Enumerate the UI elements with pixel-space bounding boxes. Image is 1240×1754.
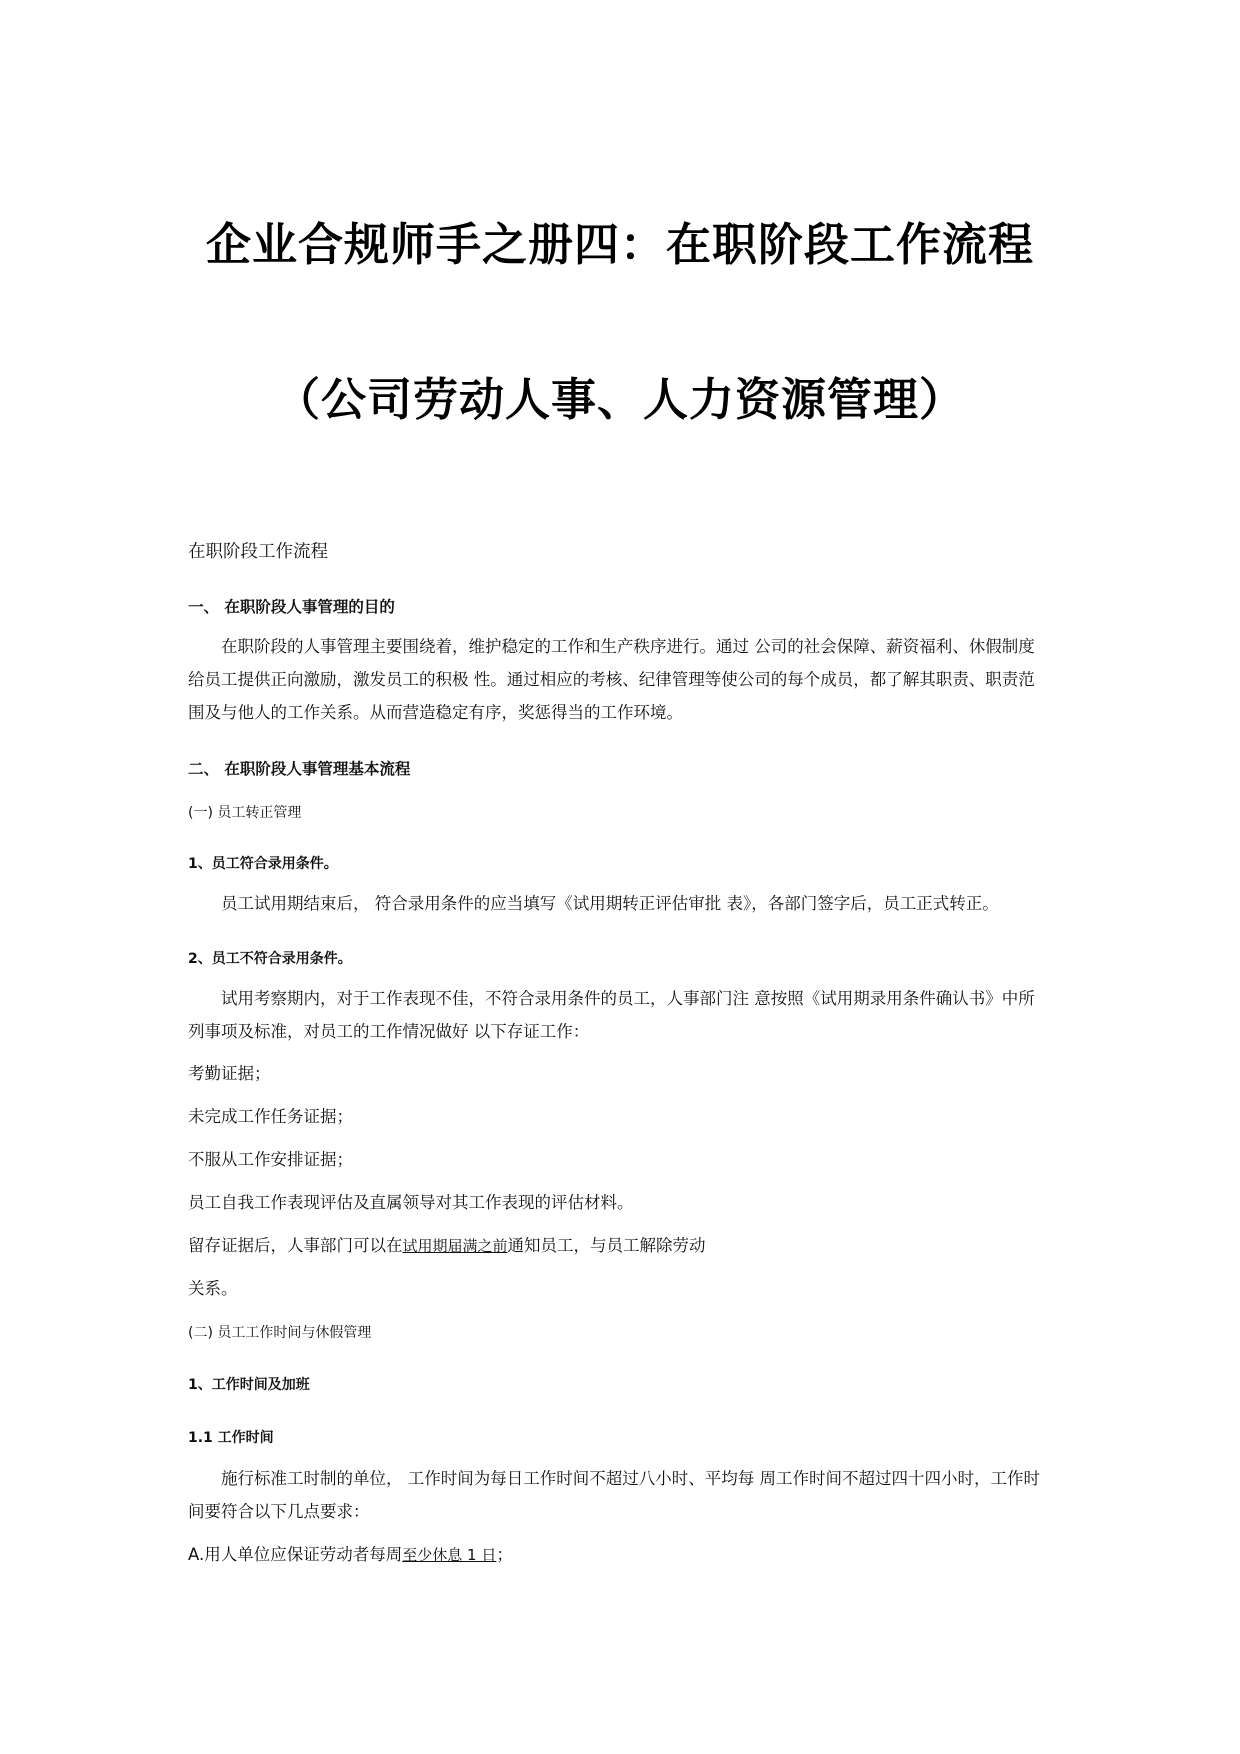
paragraph-1-line-1: 在职阶段的人事管理主要围绕着，维护稳定的工作和生产秩序进行。通过 公司的社会保障、薪资福利、休假制度 <box>188 637 1035 656</box>
paragraph-4-text-b: 通知员工，与员工解除劳动 <box>507 1236 706 1255</box>
section-heading-2: 二、 在职阶段人事管理基本流程 <box>188 760 411 778</box>
paragraph-3-line-1: 试用考察期内，对于工作表现不佳，不符合录用条件的员工，人事部门注 意按照《试用期录用条件确认书》中所 <box>188 989 1035 1008</box>
requirement-a-end: ； <box>496 1545 513 1564</box>
paragraph-4-line-2: 关系。 <box>188 1279 238 1298</box>
paragraph-4-underlined: 试用期届满之前 <box>402 1237 508 1255</box>
paragraph-3-line-2: 列事项及标准，对员工的工作情况做好 以下存证工作： <box>188 1022 590 1041</box>
requirement-a-text: A.用人单位应保证劳动者每周 <box>188 1545 403 1564</box>
document-title-line-2: （公司劳动人事、人力资源管理） <box>274 373 965 426</box>
paragraph-5-line-2: 间要符合以下几点要求： <box>188 1502 370 1521</box>
section-lead: 在职阶段工作流程 <box>188 542 328 562</box>
item-heading-1: 1、员工符合录用条件。 <box>188 856 338 872</box>
subsection-2: (二) 员工工作时间与休假管理 <box>188 1325 372 1341</box>
paragraph-5-line-1: 施行标准工时制的单位， 工作时间为每日工作时间不超过八小时、平均每 周工作时间不超过四十四小时，工作时 <box>188 1469 1040 1488</box>
paragraph-4-text-a: 留存证据后，人事部门可以在 <box>188 1236 403 1255</box>
evidence-item-2: 未完成工作任务证据； <box>188 1107 353 1126</box>
requirement-item-a <box>188 1544 1048 1566</box>
evidence-item-3: 不服从工作安排证据； <box>188 1150 353 1169</box>
subsection-1: (一) 员工转正管理 <box>188 805 302 821</box>
section-heading-1: 一、 在职阶段人事管理的目的 <box>188 598 395 616</box>
paragraph-1-line-3: 围及与他人的工作关系。从而营造稳定有序，奖惩得当的工作环境。 <box>188 703 683 722</box>
evidence-item-1: 考勤证据； <box>188 1064 271 1083</box>
item-heading-3: 1、工作时间及加班 <box>188 1377 310 1393</box>
document-title-line-1: 企业合规师手之册四：在职阶段工作流程 <box>205 218 1034 271</box>
paragraph-2: 员工试用期结束后， 符合录用条件的应当填写《试用期转正评估审批 表》，各部门签字后，员工正式转正。 <box>188 894 999 913</box>
paragraph-4-line-1 <box>188 1235 1048 1257</box>
requirement-a-underlined: 至少休息 1 日 <box>402 1546 497 1564</box>
item-heading-4: 1.1 工作时间 <box>188 1430 274 1446</box>
evidence-item-4: 员工自我工作表现评估及直属领导对其工作表现的评估材料。 <box>188 1193 634 1212</box>
item-heading-2: 2、员工不符合录用条件。 <box>188 951 352 967</box>
paragraph-1-line-2: 给员工提供正向激励，激发员工的积极 性。通过相应的考核、纪律管理等使公司的每个成员，都了解其职责、职责范 <box>188 670 1035 689</box>
